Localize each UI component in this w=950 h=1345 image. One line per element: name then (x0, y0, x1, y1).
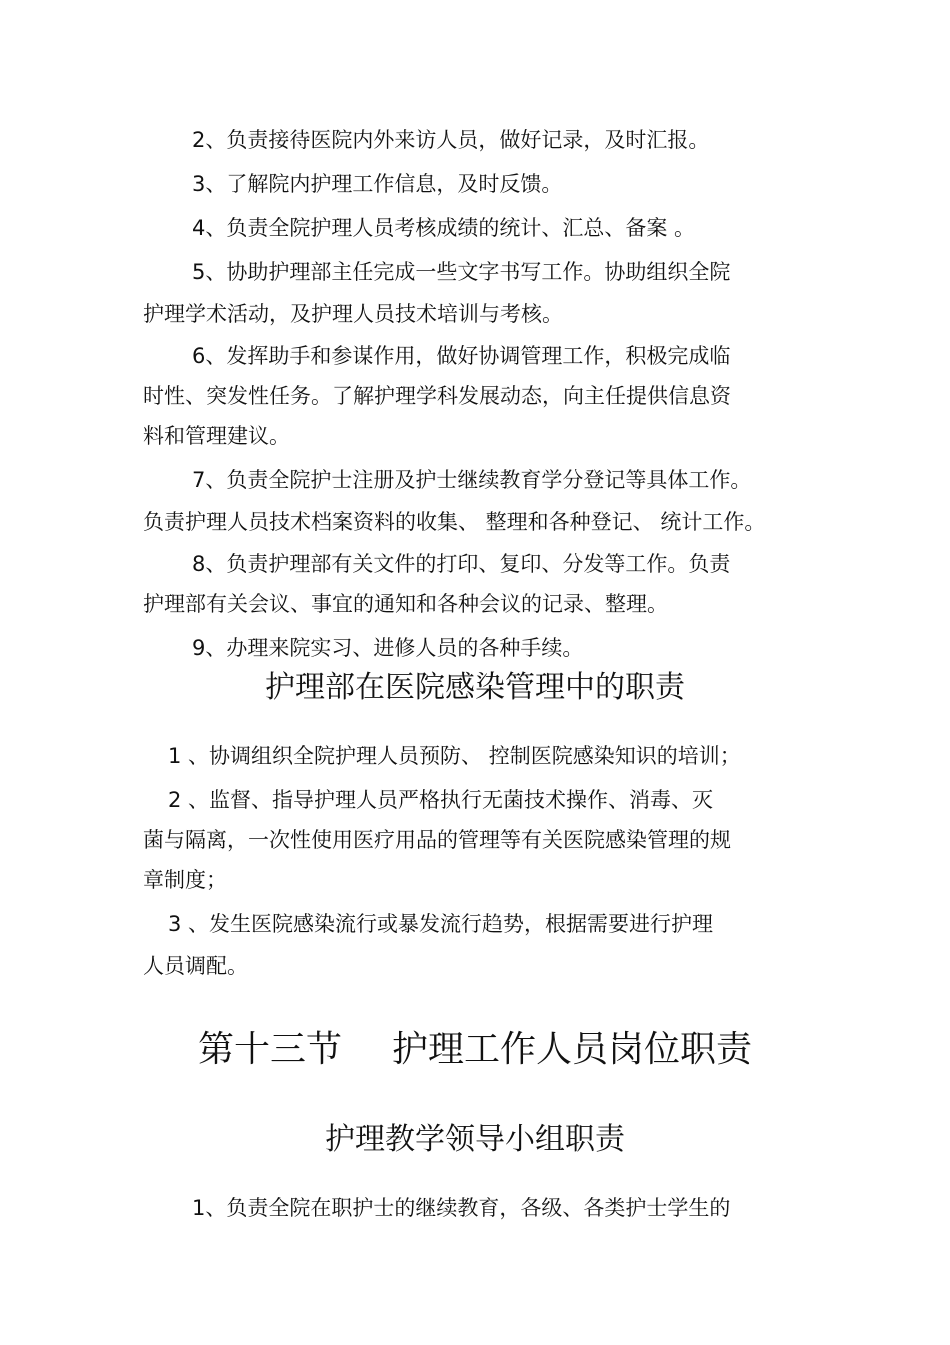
teaching-section-title: 护理教学领导小组职责 (325, 1122, 625, 1157)
duty-item-6-line-3: 料和管理建议。 (143, 424, 290, 448)
infection-item-2-line-1: 2 、监督、指导护理人员严格执行无菌技术操作、消毒、灭 (168, 788, 714, 812)
infection-item-3-line-1: 3 、发生医院感染流行或暴发流行趋势，根据需要进行护理 (168, 912, 714, 936)
chapter-heading (0, 1027, 950, 1073)
duty-item-4: 4、负责全院护理人员考核成绩的统计、汇总、备案 。 (192, 216, 696, 240)
duty-item-8-line-2: 护理部有关会议、事宜的通知和各种会议的记录、整理。 (143, 592, 668, 616)
duty-item-3: 3、了解院内护理工作信息，及时反馈。 (192, 172, 563, 196)
infection-item-2-line-2: 菌与隔离，一次性使用医疗用品的管理等有关医院感染管理的规 (143, 828, 731, 852)
infection-item-1: 1 、协调组织全院护理人员预防、 控制医院感染知识的培训； (168, 744, 741, 768)
duty-item-7-line-2: 负责护理人员技术档案资料的收集、 整理和各种登记、 统计工作。 (143, 510, 766, 534)
infection-item-3-line-2: 人员调配。 (143, 954, 248, 978)
duty-item-8-line-1: 8、负责护理部有关文件的打印、复印、分发等工作。负责 (192, 552, 731, 576)
duty-item-7-line-1: 7、负责全院护士注册及护士继续教育学分登记等具体工作。 (192, 468, 752, 492)
duty-item-9: 9、办理来院实习、进修人员的各种手续。 (192, 636, 584, 660)
teaching-item-1: 1、负责全院在职护士的继续教育，各级、各类护士学生的 (192, 1196, 731, 1220)
chapter-title: 护理工作人员岗位职责 (392, 1029, 753, 1070)
duty-item-2: 2、负责接待医院内外来访人员，做好记录，及时汇报。 (192, 128, 710, 152)
duty-item-6-line-1: 6、发挥助手和参谋作用，做好协调管理工作，积极完成临 (192, 344, 731, 368)
duty-item-5-line-1: 5、协助护理部主任完成一些文字书写工作。协助组织全院 (192, 260, 731, 284)
duty-item-6-line-2: 时性、突发性任务。了解护理学科发展动态，向主任提供信息资 (143, 384, 731, 408)
infection-section-title: 护理部在医院感染管理中的职责 (265, 670, 685, 705)
chapter-number: 第十三节 (197, 1029, 342, 1070)
infection-item-2-line-3: 章制度； (143, 868, 227, 892)
duty-item-5-line-2: 护理学术活动，及护理人员技术培训与考核。 (143, 302, 563, 326)
